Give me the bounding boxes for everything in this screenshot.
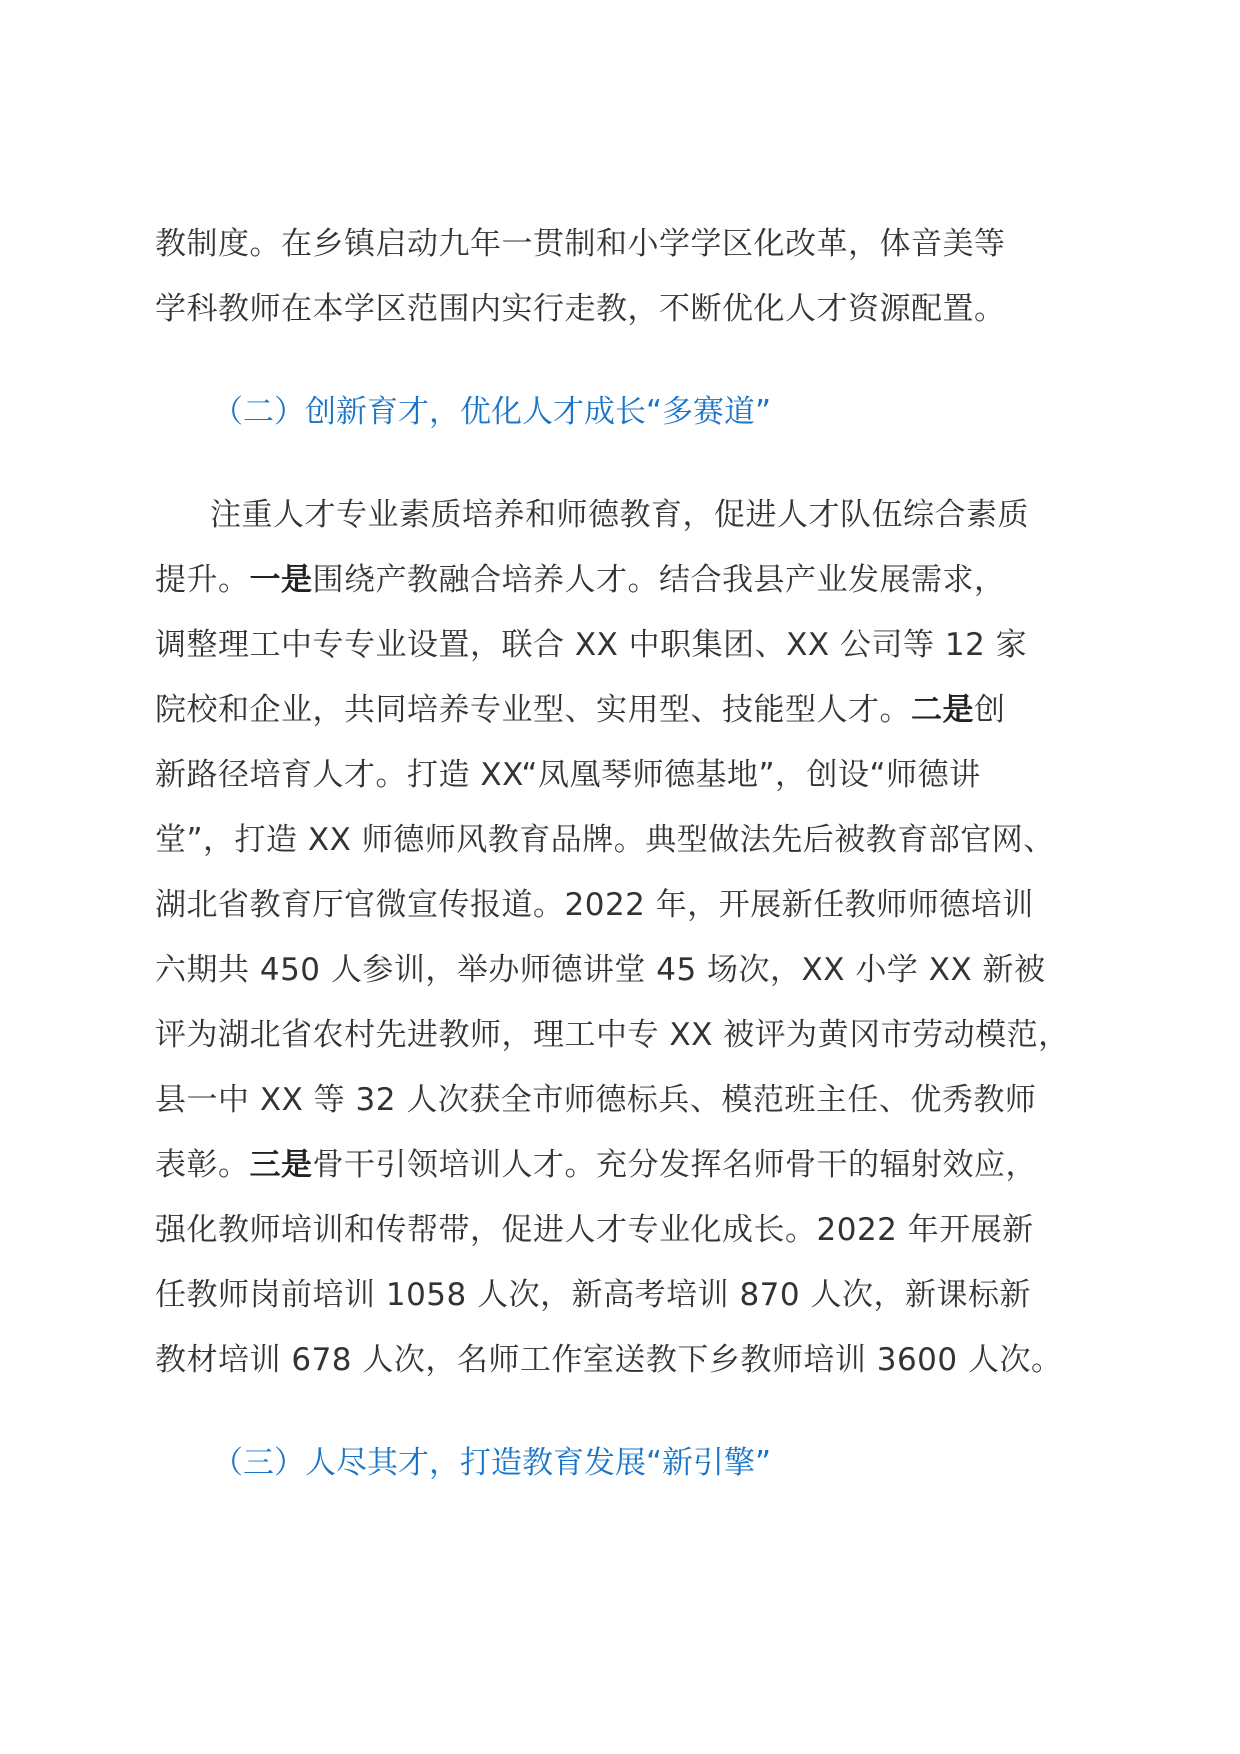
paragraph-line: 调整理工中专专业设置，联合 XX 中职集团、XX 公司等 12 家 — [155, 627, 1028, 663]
paragraph-line: 学科教师在本学区范围内实行走教，不断优化人才资源配置。 — [155, 291, 1006, 327]
paragraph-line: 注重人才专业素质培养和师德教育，促进人才队伍综合素质 — [210, 497, 1029, 533]
paragraph-line: 教材培训 678 人次，名师工作室送教下乡教师培训 3600 人次。 — [155, 1342, 1063, 1378]
bold-marker: 一是 — [249, 562, 313, 598]
paragraph-line: 六期共 450 人参训，举办师德讲堂 45 场次，XX 小学 XX 新被 — [155, 952, 1046, 988]
paragraph-line — [155, 560, 1006, 600]
text-span: 院校和企业，共同培养专业型、实用型、技能型人才。 — [155, 692, 911, 728]
section-heading-3: （三）人尽其才，打造教育发展“新引擎” — [212, 1445, 772, 1481]
text-span: 围绕产教融合培养人才。结合我县产业发展需求， — [312, 562, 1006, 598]
paragraph-line: 湖北省教育厅官微宣传报道。2022 年，开展新任教师师德培训 — [155, 887, 1034, 923]
bold-marker: 二是 — [911, 692, 974, 728]
bold-marker: 三是 — [249, 1147, 313, 1183]
paragraph-line: 堂”，打造 XX 师德师风教育品牌。典型做法先后被教育部官网、 — [155, 822, 1055, 858]
paragraph-line: 县一中 XX 等 32 人次获全市师德标兵、模范班主任、优秀教师 — [155, 1082, 1037, 1118]
text-span: 提升。 — [155, 562, 250, 598]
text-span: 表彰。 — [155, 1147, 250, 1183]
paragraph-line: 新路径培育人才。打造 XX“凤凰琴师德基地”，创设“师德讲 — [155, 757, 981, 793]
paragraph-line: 任教师岗前培训 1058 人次，新高考培训 870 人次，新课标新 — [155, 1277, 1031, 1313]
paragraph-line: 强化教师培训和传帮带，促进人才专业化成长。2022 年开展新 — [155, 1212, 1034, 1248]
text-span: 创 — [974, 692, 1006, 728]
text-span: 骨干引领培训人才。充分发挥名师骨干的辐射效应， — [312, 1147, 1037, 1183]
section-heading-2: （二）创新育才，优化人才成长“多赛道” — [212, 394, 772, 430]
paragraph-line: 教制度。在乡镇启动九年一贯制和小学学区化改革，体音美等 — [155, 226, 1006, 262]
paragraph-line — [155, 690, 1006, 730]
paragraph-line: 评为湖北省农村先进教师，理工中专 XX 被评为黄冈市劳动模范， — [155, 1017, 1070, 1053]
paragraph-line — [155, 1145, 1037, 1185]
